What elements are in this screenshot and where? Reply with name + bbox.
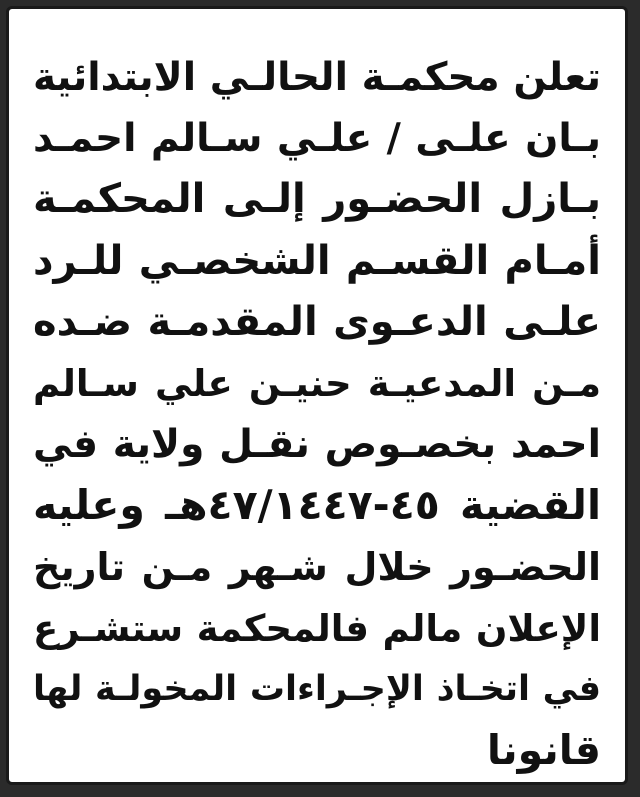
notice-line-1: تعلن محكمـة الحالـي الابتدائية (33, 55, 601, 100)
notice-frame (6, 6, 628, 785)
notice-line-12: قانونا (486, 726, 601, 775)
notice-line-4: أمـام القسـم الشخصـي للـرد (33, 237, 601, 284)
notice-line-2: بـان علـى / علـي سـالم احمـد (33, 116, 601, 162)
notice-line-10: الإعلان مالم فالمحكمة ستشـرع (33, 606, 601, 650)
notice-line-7: احمد بخصـوص نقـل ولاية في (33, 422, 601, 468)
notice-line-3: بـازل الحضـور إلـى المحكمـة (33, 176, 601, 223)
notice-line-9: الحضـور خلال شـهر مـن تاريخ (33, 544, 601, 589)
court-notice-text (33, 47, 601, 781)
notice-line-8: القضية ٤٥-٤٧/١٤٤٧هـ وعليه (33, 481, 601, 530)
notice-line-6: مـن المدعيـة حنيـن علي سـالم (33, 361, 601, 405)
notice-line-11: في اتخـاذ الإجـراءات المخولـة لها (33, 668, 601, 709)
notice-line-5: علـى الدعـوى المقدمـة ضـده (33, 298, 601, 345)
